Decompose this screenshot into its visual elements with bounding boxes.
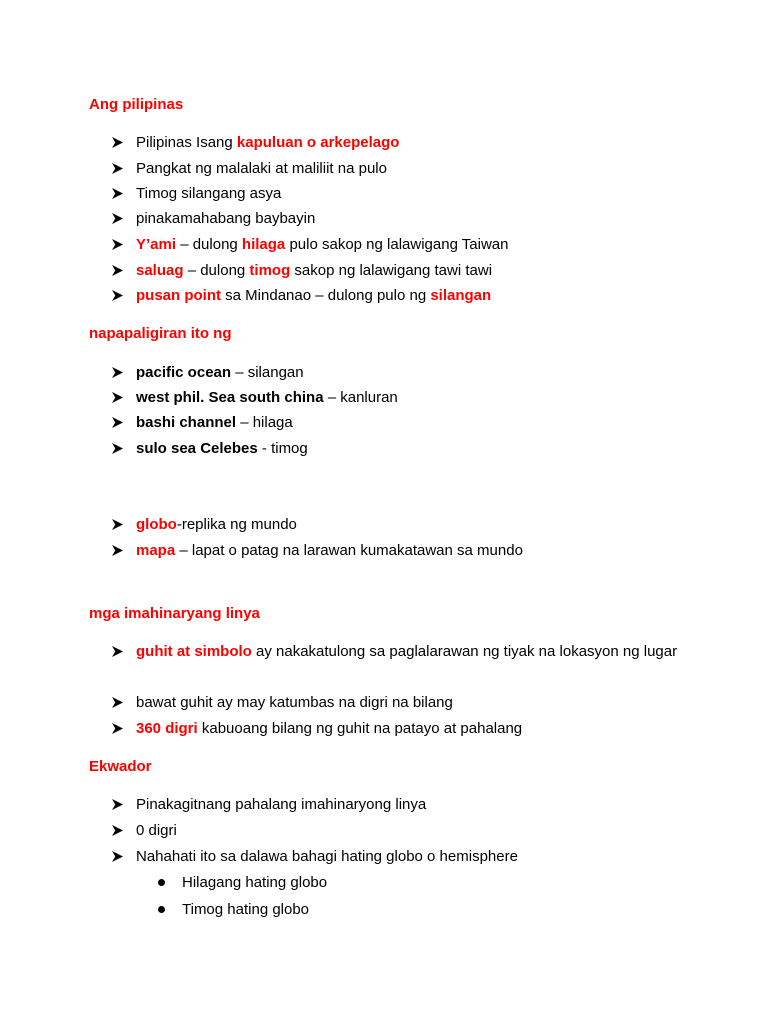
text-run: pulo sakop ng lalawigang Taiwan — [285, 236, 509, 253]
bold-term: sulo sea Celebes — [136, 440, 258, 457]
list-item — [112, 542, 523, 560]
list-item — [112, 516, 297, 534]
list-item — [112, 210, 315, 228]
list-item — [112, 440, 308, 458]
arrowhead-icon — [112, 723, 123, 734]
heading-napapaligiran: napapaligiran ito ng — [89, 325, 232, 342]
arrowhead-icon — [112, 825, 123, 836]
arrowhead-icon — [112, 519, 123, 530]
text-run: – dulong — [176, 236, 242, 253]
list-item — [112, 720, 522, 738]
highlighted-term: guhit at simbolo — [136, 643, 252, 660]
bullet-icon — [158, 906, 165, 913]
list-item-text — [112, 160, 387, 178]
bold-term: bashi channel — [136, 414, 237, 431]
list-item — [112, 694, 453, 712]
sub-list-item-text: Hilagang hating globo — [182, 874, 328, 891]
arrowhead-icon — [112, 213, 123, 224]
arrowhead-icon — [112, 545, 123, 556]
list-item — [112, 160, 387, 178]
bold-term: west phil. Sea south china — [136, 389, 324, 406]
text-run: – silangan — [231, 364, 304, 381]
text-run: Pilipinas Isang — [136, 134, 237, 151]
arrowhead-icon — [112, 290, 123, 301]
highlighted-term: kapuluan o arkepelago — [236, 134, 400, 151]
arrowhead-icon — [112, 137, 123, 148]
list-item-text — [112, 720, 522, 738]
text-run: - timog — [257, 440, 308, 457]
list-item — [112, 134, 399, 152]
text-run: ay nakakatulong sa paglalarawan ng tiyak na lokasyon ng lugar — [251, 643, 678, 660]
heading-ekwador: Ekwador — [89, 758, 152, 775]
text-run: – dulong — [183, 262, 250, 279]
text-run: Pangkat ng malalaki at maliliit na pulo — [136, 160, 387, 177]
highlighted-term: 360 digri — [136, 720, 198, 737]
text-run: 0 digri — [136, 822, 177, 839]
list-item-text — [112, 694, 453, 712]
list-item-text — [112, 516, 297, 534]
text-run: kabuoang bilang ng guhit na patayo at pahalang — [197, 720, 523, 737]
list-item-text — [112, 542, 523, 560]
highlighted-term: Y’ami — [136, 236, 177, 253]
list-item — [112, 185, 281, 203]
list-item-text — [112, 364, 304, 382]
list-item — [112, 287, 491, 305]
list-item — [112, 389, 398, 407]
heading-imahinaryang-linya: mga imahinaryang linya — [89, 605, 260, 622]
text-run: bawat guhit ay may katumbas na digri na bilang — [136, 694, 453, 711]
heading-ang-pilipinas: Ang pilipinas — [89, 96, 184, 113]
text-run: Pinakagitnang pahalang imahinaryong linya — [136, 796, 427, 813]
list-item-text — [112, 414, 293, 432]
highlighted-term: silangan — [430, 287, 492, 304]
list-item-text — [112, 440, 308, 458]
bullet-icon — [158, 879, 165, 886]
highlighted-term: pusan point — [136, 287, 221, 304]
arrowhead-icon — [112, 265, 123, 276]
text-run: – lapat o patag na larawan kumakatawan sa mundo — [175, 542, 523, 559]
bold-term: pacific ocean — [136, 364, 232, 381]
list-item — [112, 639, 692, 665]
highlighted-term: hilaga — [241, 236, 286, 253]
sub-list-item — [158, 901, 309, 919]
list-item-text — [112, 236, 509, 254]
text-run: Nahahati ito sa dalawa bahagi hating globo o hemisphere — [136, 848, 518, 865]
list-item — [112, 796, 426, 814]
list-item — [112, 236, 509, 254]
list-item — [112, 262, 492, 280]
list-item — [112, 848, 518, 866]
highlighted-term: timog — [249, 262, 291, 279]
sub-list-item-text: Timog hating globo — [182, 901, 310, 918]
arrowhead-icon — [112, 851, 123, 862]
text-run: -replika ng mundo — [176, 516, 297, 533]
arrowhead-icon — [112, 646, 123, 657]
list-item-text — [112, 134, 399, 152]
text-run: sa Mindanao – dulong pulo ng — [221, 287, 431, 304]
arrowhead-icon — [112, 697, 123, 708]
list-item-text — [112, 262, 492, 280]
list-item — [112, 414, 293, 432]
list-item — [112, 364, 304, 382]
arrowhead-icon — [112, 417, 123, 428]
list-item-text — [112, 639, 692, 665]
sub-list-item — [158, 874, 327, 892]
list-item — [112, 822, 177, 840]
text-run: pinakamahabang baybayin — [136, 210, 316, 227]
arrowhead-icon — [112, 367, 123, 378]
highlighted-term: saluag — [136, 262, 184, 279]
text-run: Timog silangang asya — [136, 185, 282, 202]
list-item-text — [112, 210, 315, 228]
highlighted-term: globo — [136, 516, 177, 533]
arrowhead-icon — [112, 239, 123, 250]
list-item-text — [112, 389, 398, 407]
text-run: sakop ng lalawigang tawi tawi — [290, 262, 493, 279]
arrowhead-icon — [112, 443, 123, 454]
list-item-text — [112, 287, 491, 305]
text-run: – hilaga — [236, 414, 293, 431]
list-item-text — [112, 185, 281, 203]
arrowhead-icon — [112, 163, 123, 174]
highlighted-term: mapa — [136, 542, 176, 559]
arrowhead-icon — [112, 799, 123, 810]
list-item-text — [112, 796, 426, 814]
arrowhead-icon — [112, 188, 123, 199]
arrowhead-icon — [112, 392, 123, 403]
list-item-text — [112, 848, 518, 866]
text-run: – kanluran — [323, 389, 398, 406]
